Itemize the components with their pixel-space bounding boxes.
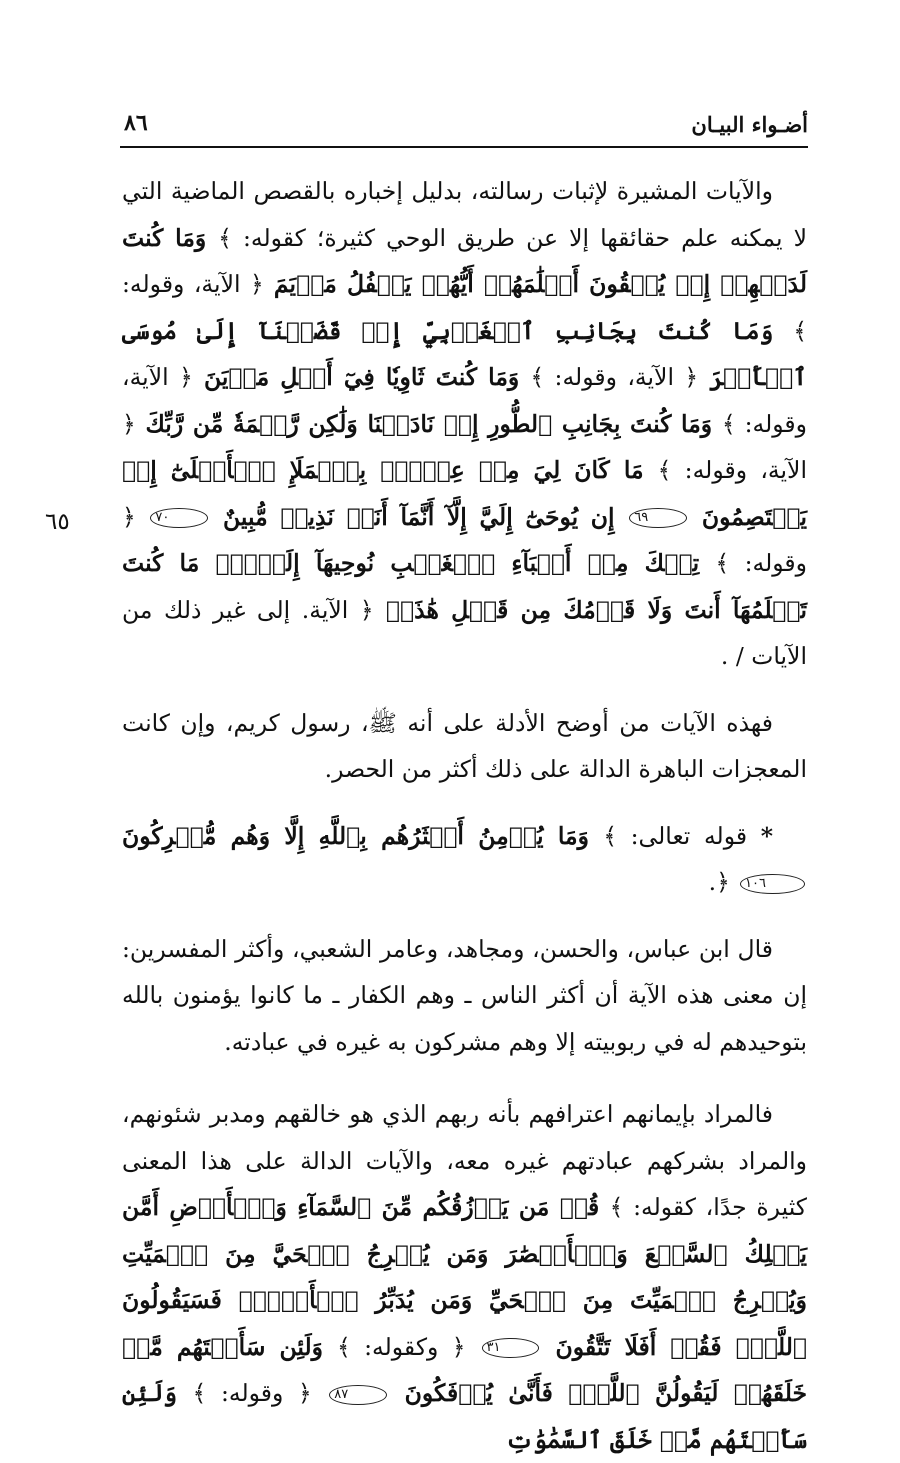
text-segment: وقوله: [206,1379,299,1407]
verse-text: وَمَا كُنتَ بِجَانِبِ ٱلطُّورِ إِذۡ نَادَيۡنَا وَلَٰكِن رَّحۡمَةٗ مِّن رَّبِّكَ [145,409,713,438]
text-segment: والآيات المشيرة لإثبات رسالته، بدليل إخباره بالقصص الماضية التي لا يمكنه علم حقائقها إلا عن طريق الوحي كثيرة؛ كقوله: [122,177,807,252]
quran-bracket-open: ﴾ [192,1379,207,1407]
quran-bracket-open: ﴾ [218,223,232,252]
verse-text: مَا كَانَ لِيَ مِنۡ عِلۡمِۭ بِٱلۡمَلَإِ ٱلۡأَعۡلَىٰٓ إِذۡ يَخۡتَصِمُونَ [122,456,808,531]
margin-page-marker: ٦٥ [45,509,70,535]
quran-bracket-close: ﴿ [298,1379,312,1407]
text-segment: الآية، وقوله: [122,363,808,438]
paragraph-prophethood-evidence [122,168,807,680]
quran-bracket-close: ﴿ [684,363,699,391]
quran-quote [179,363,544,391]
text-segment: وقوله: [729,549,807,577]
verse-number-marker: ١٠٦ [740,874,805,894]
quran-bracket-open: ﴾ [657,456,672,484]
quran-bracket-open: ﴾ [603,821,618,850]
spacer [122,793,807,813]
book-title: أضـواء البيـان [691,112,808,137]
quran-bracket-close: ﴿ [122,502,136,531]
quran-bracket-open: ﴾ [530,363,545,391]
verse-text: وَمَا يُؤۡمِنُ أَكۡثَرُهُم بِٱللَّهِ إِلَّا وَهُم مُّشۡرِكُونَ [122,821,589,850]
text-segment: قوله تعالى: [617,821,761,850]
verse-text: إِن يُوحَىٰٓ إِلَيَّ إِلَّآ أَنَّمَآ أَنَا۠ نَذِيرٞ مُّبِينٌ [223,502,615,531]
quran-bracket-open: ﴾ [715,549,730,577]
page-header [120,100,808,148]
paragraph-commentators: قال ابن عباس، والحسن، ومجاهد، وعامر الشعبي، وأكثر المفسرين: إن معنى هذه الآية أن أكثر الناس ـ وهم الكفار ـ ما كانوا يؤمنون بالله بتوحيدهم له في ربوبيته إلا وهم مشركون به غيره في عبادته. [122,934,807,1056]
verse-text: وَمَا كُنتَ لَدَيۡهِمۡ إِذۡ يُلۡقُونَ أَقۡلَٰمَهُمۡ أَيُّهُمۡ يَكۡفُلُ مَرۡيَمَ [122,223,808,298]
quran-quote [122,410,736,438]
verse-text: وَمَا كُنتَ بِجَانِبِ ٱلۡغَرۡبِيِّ إِذۡ قَضَيۡنَآ إِلَىٰ مُوسَى ٱلۡأَمۡرَ [122,316,807,391]
page-number: ٨٦ [124,110,148,136]
verse-text: وَمَا كُنتَ ثَاوِيٗا فِيٓ أَهۡلِ مَدۡيَنَ [203,363,520,391]
quran-bracket-close: ﴿ [249,270,264,298]
verse-number-marker: ٣١ [482,1338,540,1358]
page-body [122,168,807,1463]
paragraph-verse-heading [122,813,807,906]
paragraph-meaning [122,1091,807,1463]
verse-text: قُلۡ مَن يَرۡزُقُكُم مِّنَ ٱلسَّمَآءِ وَٱلۡأَرۡضِ أَمَّن يَمۡلِكُ ٱلسَّمۡعَ وَٱلۡأَبۡصَٰرَ وَمَن يُخۡرِجُ ٱلۡحَيَّ مِنَ ٱلۡمَيِّتِ وَيُخۡرِجُ ٱلۡمَيِّتَ مِنَ ٱلۡحَيِّ وَمَن يُدَبِّرُ ٱلۡأَمۡرَۚ فَسَيَقُولُونَ ٱللَّهُۚ فَقُلۡ أَفَلَا تَتَّقُونَ [122,1193,808,1361]
quran-bracket-open: ﴾ [609,1193,624,1221]
verse-text: وَلَئِن سَأَلۡتَهُم مَّنۡ خَلَقَ ٱلسَّمَٰوَٰتِ [122,1379,807,1454]
quran-bracket-open: ﴾ [793,316,807,345]
paragraph-miracles: فهذه الآيات من أوضح الأدلة على أنه ﷺ، رسول كريم، وإن كانت المعجزات الباهرة الدالة على ذلك أكثر من الحصر. [122,708,807,783]
quran-bracket-close: ﴿ [122,409,136,438]
verse-number-marker: ٧٠ [150,508,208,528]
text-segment: فالمراد بإيمانهم اعترافهم بأنه ربهم الذي هو خالقهم ومدبر شئونهم، والمراد بشركهم عبادتهم غيره معه، والآيات الدالة على هذا المعنى كثيرة جدًا، كقوله: [122,1100,807,1221]
spacer [122,680,807,700]
quran-bracket-close: ﴿ [179,363,193,391]
quran-bracket-close: ﴿ [716,868,730,896]
text-segment: وكقوله: [350,1332,452,1361]
verse-number-marker: ٨٧ [329,1385,387,1405]
verse-number-marker: ٦٩ [629,508,687,528]
text-segment: الآية، وقوله: [122,270,250,298]
verse-text: تِلۡكَ مِنۡ أَنۢبَآءِ ٱلۡغَيۡبِ نُوحِيهَآ إِلَيۡكَۖ مَا كُنتَ تَعۡلَمُهَآ أَنتَ وَلَا قَوۡمُكَ مِن قَبۡلِ هَٰذَاۖ [122,549,808,624]
quran-bracket-open: ﴾ [721,409,736,438]
text-segment: . [708,868,717,896]
text-segment: الآية، وقوله: [544,363,685,391]
text-segment: الآية. إلى غير ذلك من الآيات / . [122,595,807,670]
quran-bracket-close: ﴿ [359,595,374,624]
text-segment: الآية، وقوله: [671,456,807,484]
star-marker: * [760,821,773,850]
spacer [122,906,807,926]
verse-text: وَلَئِن سَأَلۡتَهُم مَّنۡ خَلَقَهُمۡ لَيَقُولُنَّ ٱللَّهُۖ فَأَنَّىٰ يُؤۡفَكُونَ [122,1332,807,1407]
quran-bracket-close: ﴿ [451,1332,466,1361]
quran-bracket-open: ﴾ [337,1332,351,1361]
spacer [122,1065,807,1091]
